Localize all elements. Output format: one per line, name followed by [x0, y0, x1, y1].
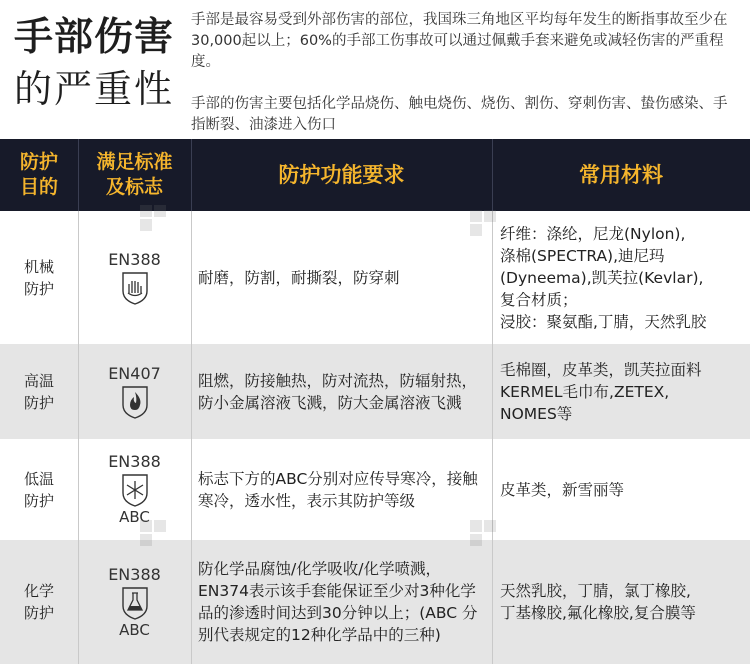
row-requirements: 耐磨，防割，耐撕裂，防穿刺 — [198, 268, 400, 287]
page-subtitle: 的严重性 — [14, 67, 175, 111]
standard-code: EN388 — [108, 564, 161, 584]
flame-shield-icon — [120, 385, 150, 419]
row-requirements: 防化学品腐蚀/化学吸收/化学喷溅，EN374表示该手套能保证至少对3种化学品的渗透时间达到30分钟以上；(ABC 分别代表规定的12种化学品中的三种) — [198, 560, 478, 644]
header-materials: 常用材料 — [579, 162, 663, 187]
row-requirements: 阻燃，防接触热，防对流热，防辐射热，防小金属溶液飞溅，防大金属溶液飞溅 — [198, 371, 478, 412]
row-standard — [78, 439, 191, 540]
page-title: 手部伤害 — [14, 15, 175, 60]
mechanical-glove-shield-icon — [120, 271, 150, 305]
chemical-flask-shield-icon — [120, 586, 150, 620]
standard-code: EN388 — [108, 452, 161, 471]
standard-levels: ABC — [119, 620, 150, 639]
table-row — [0, 439, 750, 540]
standard-code: EN388 — [108, 249, 161, 269]
row-purpose: 机械 防护 — [23, 257, 54, 298]
row-materials: 毛棉圈，皮革类，凯芙拉面料 KERMEL毛巾布,ZETEX, NOMES等 — [500, 360, 702, 423]
standard-levels: ABC — [119, 508, 150, 526]
row-standard — [78, 211, 191, 344]
snowflake-shield-icon — [120, 473, 150, 507]
table-row — [0, 344, 750, 439]
row-requirements: 标志下方的ABC分别对应传导寒冷，接触寒冷，透水性，表示其防护等级 — [198, 469, 478, 510]
row-purpose: 低温 防护 — [23, 469, 54, 510]
header-purpose: 防护 目的 — [19, 151, 58, 198]
row-materials: 天然乳胶，丁腈，氯丁橡胶, 丁基橡胶,氟化橡胶,复合膜等 — [500, 582, 696, 622]
table-row — [0, 540, 750, 664]
row-standard — [78, 540, 191, 664]
row-standard — [78, 344, 191, 439]
row-purpose: 化学 防护 — [23, 582, 54, 622]
intro-paragraph-1: 手部是最容易受到外部伤害的部位，我国珠三角地区平均每年发生的断指事故至少在30,000起以上；60%的手部工伤事故可以通过佩戴手套来避免或减轻伤害的严重程度。 — [191, 12, 728, 70]
row-purpose: 高温 防护 — [23, 371, 54, 412]
header-standard: 满足标准 及标志 — [96, 151, 173, 198]
table-row — [0, 211, 750, 344]
standard-code: EN407 — [108, 363, 161, 383]
intro-paragraph-2: 手部的伤害主要包括化学品烧伤、触电烧伤、烧伤、割伤、穿刺伤害、蛰伤感染、手指断裂、油漆进入伤口 — [191, 96, 728, 133]
header-requirements: 防护功能要求 — [278, 162, 405, 187]
row-materials: 皮革类，新雪丽等 — [500, 480, 625, 499]
row-materials: 纤维：涤纶，尼龙(Nylon), 涤棉(SPECTRA),迪尼玛 (Dyneema),凯芙拉(Kevlar), 复合材质； 浸胶：聚氨酯,丁腈，天然乳胶 — [500, 224, 707, 331]
table-header — [0, 139, 750, 211]
